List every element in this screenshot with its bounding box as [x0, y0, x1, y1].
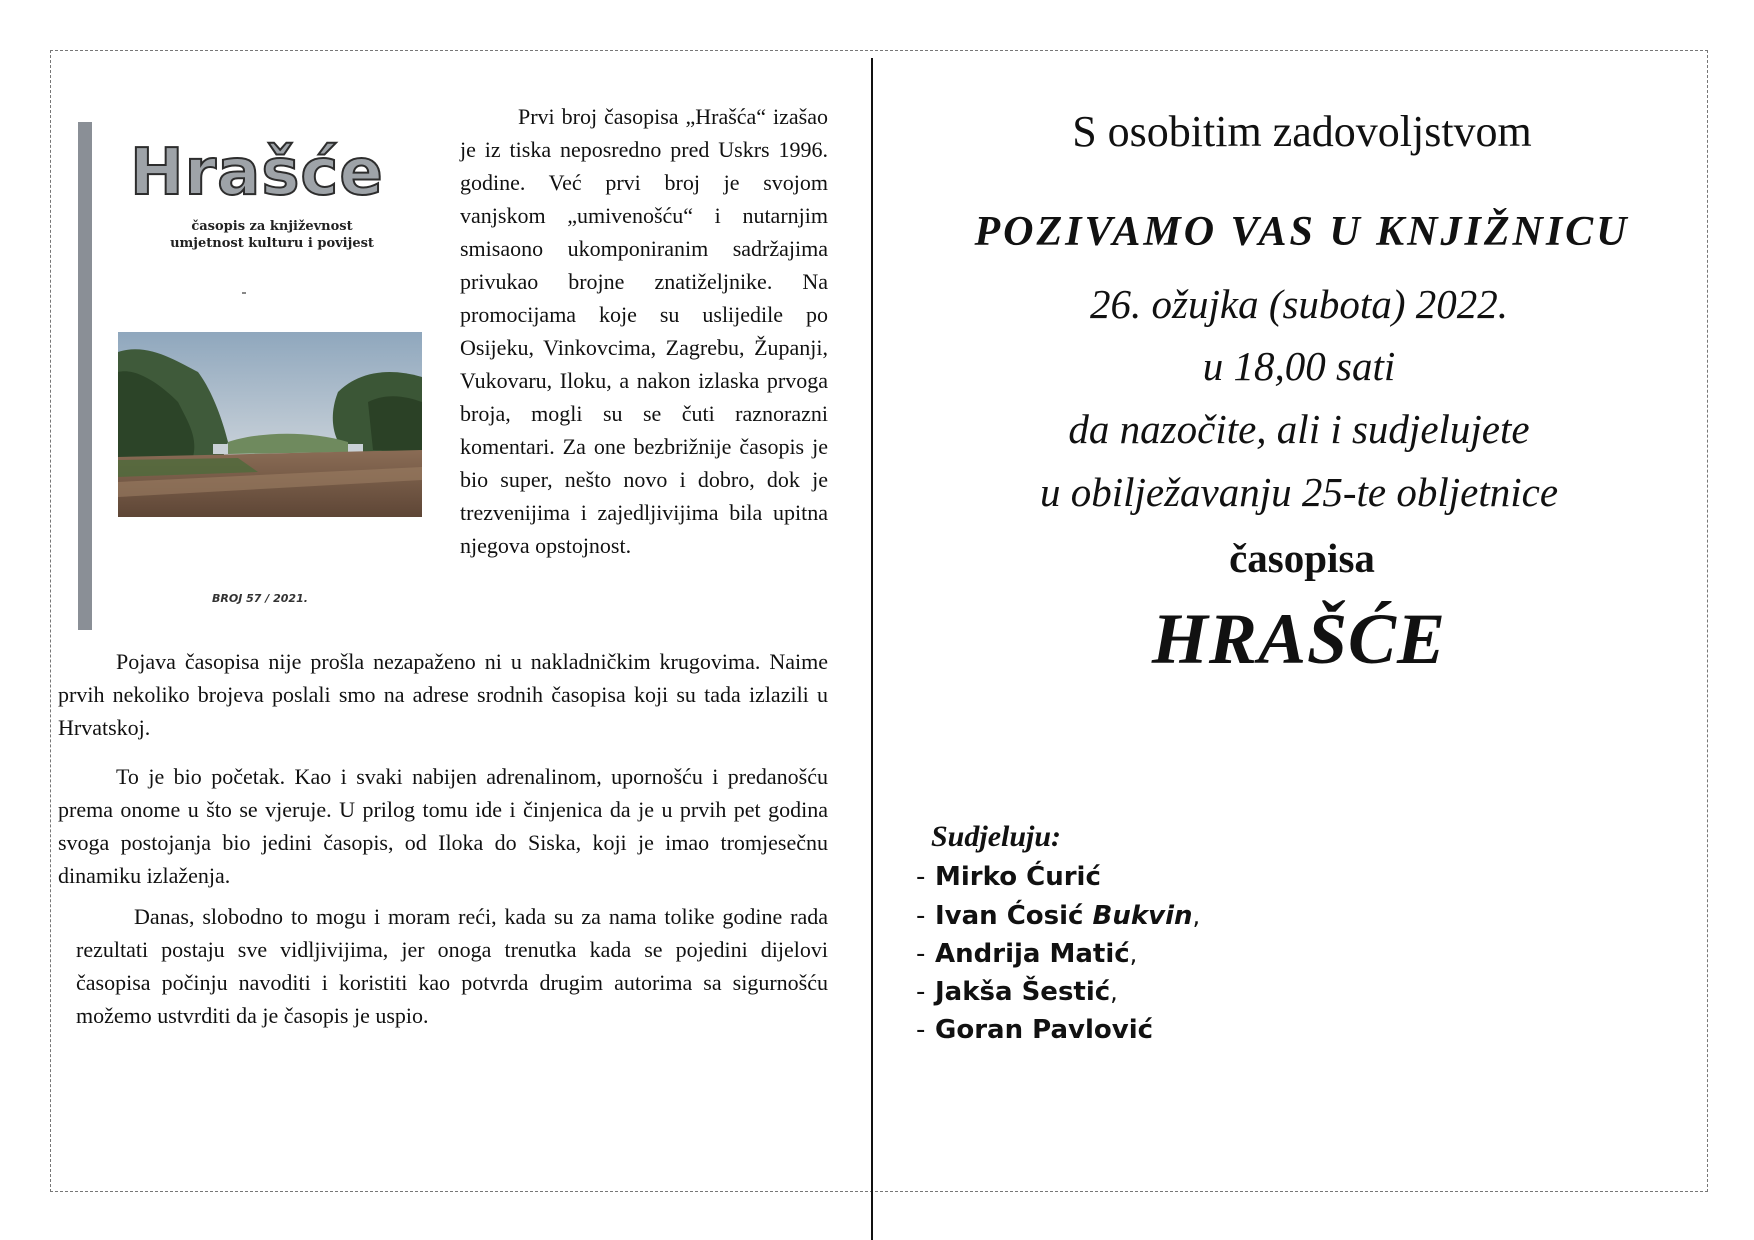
magazine-label: časopisa [1229, 535, 1375, 581]
magazine-name: HRAŠĆE [1151, 599, 1447, 679]
participant-name: Andrija Matić [935, 939, 1130, 969]
participant-item [916, 977, 1118, 1007]
participants-label: Sudjeluju: [931, 820, 1062, 853]
greeting: S osobitim zadovoljstvom [1072, 107, 1532, 156]
attend-text: da nazočite, ali i sudjelujete [1068, 406, 1530, 452]
list-comma: , [1192, 902, 1201, 930]
paragraph: Danas, slobodno to mogu i moram reći, kada su za nama tolike godine rada rezultati postaju sve vidljivijima, jer onoga trenutka kada se pojedini dijelovi časopisa počinju navoditi i koristiti kao potvrda drugim autorima sa sigurnošću možemo ustvrditi da je časopis je uspio. [76, 904, 828, 1028]
participant-name: Ivan Ćosić [935, 901, 1084, 931]
participant-item [916, 901, 1200, 931]
paragraph: To je bio početak. Kao i svaki nabijen adrenalinom, upornošću i predanošću prema onome u što se vjeruje. U prilog tomu ide i činjenica da je u prvih pet godina svoga postojanja bio jedini časopis, od Iloka do Siska, koji je imao tromjesečnu dinamiku izlaženja. [58, 764, 828, 888]
cover-issue-number: BROJ 57 / 2021. [212, 592, 308, 605]
cover-landscape-photo [118, 332, 422, 517]
invitation-heading: POZIVAMO VAS U KNJIŽNICU [974, 209, 1630, 255]
participant-item [916, 862, 1101, 892]
participant-item [916, 1015, 1153, 1045]
cover-subtitle-line: časopis za književnost [191, 219, 353, 234]
list-comma: , [1129, 940, 1138, 968]
participant-item [916, 939, 1137, 969]
participant-name: Goran Pavlović [935, 1015, 1154, 1045]
cover-speck [242, 292, 246, 294]
list-dash: - [916, 939, 926, 969]
fold-line [871, 58, 873, 1240]
cover-title: Hrašće [130, 136, 384, 210]
event-time: u 18,00 sati [1202, 343, 1396, 389]
list-dash: - [916, 977, 926, 1007]
list-dash: - [916, 1015, 926, 1045]
paragraph: Prvi broj časopisa „Hrašća“ izašao je iz tiska neposredno pred Uskrs 1996. godine. Već prvi broj je svojom vanjskom „umivenošću“ i nutarnjim smisaono ukomponiranim sadržajima privukao brojne znatiželjnike. Na promocijama koje su uslijedile po Osijeku, Vinkovcima, Zagrebu, Županji, Vukovaru, Iloku, a nakon izlaska prvoga broja, mogli su se čuti raznorazni komentari. Za one bezbrižnije časopis je bio super, nešto novo i dobro, dok je trezvenijima i zajedljivijima bila upitna njegova opstojnost. [460, 104, 828, 558]
list-dash: - [916, 862, 926, 892]
anniversary-text: u obilježavanju 25-te obljetnice [1039, 469, 1559, 515]
list-comma: , [1110, 978, 1118, 1006]
magazine-cover-image [78, 122, 434, 630]
cover-subtitle-line: umjetnost kulturu i povijest [170, 236, 374, 251]
paragraph: Pojava časopisa nije prošla nezapaženo ni u nakladničkim krugovima. Naime prvih nekoliko brojeva poslali smo na adrese srodnih časopisa koji su tada izlazili u Hrvatskoj. [58, 649, 828, 740]
event-date: 26. ožujka (subota) 2022. [1090, 281, 1508, 327]
participant-name: Jakša Šestić [935, 977, 1111, 1007]
list-dash: - [916, 901, 926, 931]
participant-name: Mirko Ćurić [935, 862, 1101, 892]
cover-subtitle [142, 218, 402, 252]
participant-nickname: Bukvin [1092, 901, 1193, 931]
